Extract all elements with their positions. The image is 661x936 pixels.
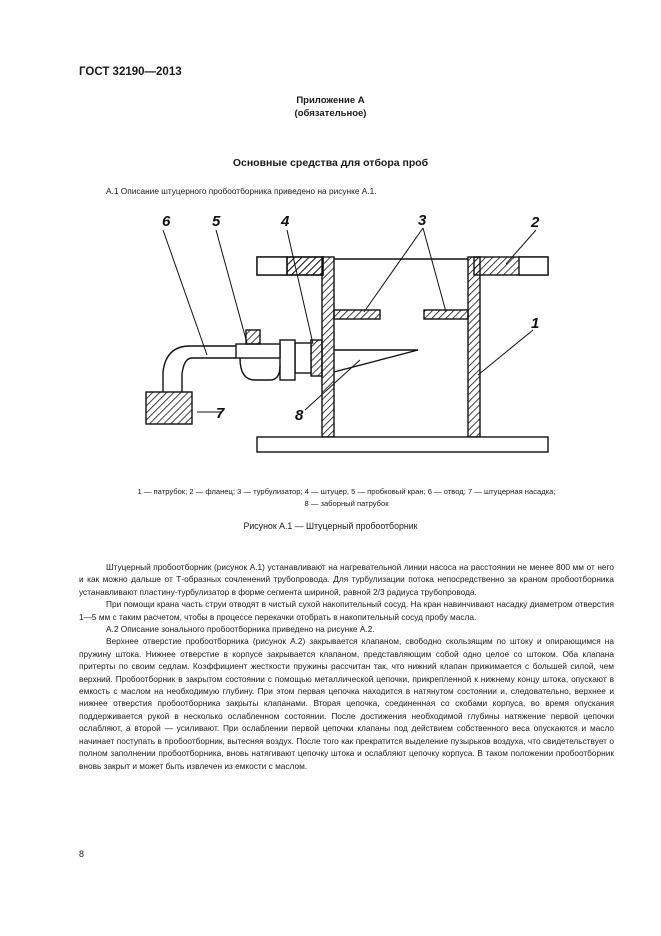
paragraph-4: Верхнее отверстие пробоотборника (рисунок А.2) закрывается клапаном, свободно скользящим по штоку и опирающимся на пружину штока. Нижнее отверстие в корпусе закрывается клапаном, представляющим собой одно целое со штоком. Оба клапана притерты по своим седлам. Коэффициент жесткости пружины рассчитан так, что нижний клапан прижимается с большей силой, чем верхний. Пробоотборник в закрытом состоянии с помощью металлической цепочки, прикрепленной к нижнему концу штока, опускают в емкость с маслом на необходимую глубину. При этом первая цепочка находится в натянутом состоянии и, следовательно, верхнее и нижнее отверстия пробоотборника закрыты клапанами. Вторая цепочка, соединенная со скобами корпуса, во время опускания поддерживается рукой в несколько ослабленном состоянии. После достижения необходимой глубины натяжение первой цепочки ослабляют, а второй — усиливают. При ослаблении первой цепочки клапаны под действием собственного веса опускаются и масло начинает поступать в пробоотборник, вытесняя воздух. После того как прекратится выделение пузырьков воздуха, что свидетельствует о полном заполнении пробоотборника, вновь натягивают цепочку штока и ослабляют цепочку корпуса. В таком положении пробоотборник вновь закрыт и может быть извлечен из емкости с маслом. bbox=[79, 636, 614, 771]
label-6: 6 bbox=[162, 213, 171, 230]
paragraph-1: Штуцерный пробоотборник (рисунок А.1) устанавливают на нагревательной линии насоса на расстоянии не менее 800 мм от него и как можно дальше от Т-образных сочленений трубопровода. Для турбулизации потока непосредственно за краном пробоотборника устанавливают пластину-турбулизатор в форме сегмента шириной, равной 2/3 радиуса трубопровода. bbox=[79, 562, 614, 597]
label-4: 4 bbox=[281, 213, 290, 230]
page-number: 8 bbox=[79, 849, 85, 859]
nozzle bbox=[146, 392, 192, 424]
paragraph-2: При помощи крана часть струи отводят в чистый сухой накопительный сосуд. На кран навинчивают насадку диаметром отверстия 1—5 мм с таким расчетом, чтобы в процессе перекачки отобрать в накопительный сосуд пробу масла. bbox=[79, 599, 614, 622]
valve-plug bbox=[246, 330, 260, 344]
annex-subtitle: (обязательное) bbox=[294, 108, 367, 119]
label-5: 5 bbox=[212, 213, 221, 230]
label-2: 2 bbox=[531, 214, 540, 231]
intake-tube bbox=[334, 350, 418, 372]
pipe-wall-left bbox=[322, 257, 334, 437]
label-8: 8 bbox=[295, 407, 304, 424]
intro-a1: А.1 Описание штуцерного пробоотборника приведено на рисунке А.1. bbox=[106, 186, 377, 196]
outlet-bend bbox=[163, 346, 236, 392]
annex-title: Приложение А bbox=[296, 95, 365, 106]
paragraph-a2: А.2 Описание зонального пробоотборника приведено на рисунке А.2. bbox=[106, 624, 375, 635]
turbulizer-left bbox=[334, 310, 380, 319]
pipe-wall-right bbox=[468, 257, 480, 437]
document-header: ГОСТ 32190—2013 bbox=[79, 66, 182, 78]
legend-line-1: 1 — патрубок; 2 — фланец; 3 — турбулизатор; 4 — штуцер, 5 — пробковый кран; 6 — отвод; 7 — штуцерная насадка; bbox=[137, 487, 556, 496]
label-3: 3 bbox=[418, 212, 427, 229]
section-title: Основные средства для отбора проб bbox=[232, 157, 429, 169]
valve-body bbox=[236, 344, 280, 358]
bottom-flange bbox=[257, 437, 548, 452]
figure-legend bbox=[79, 486, 614, 509]
fitting-sleeve bbox=[311, 340, 322, 376]
figure-caption: Рисунок А.1 — Штуцерный пробоотборник bbox=[243, 521, 418, 531]
legend-line-2: 8 — заборный патрубок bbox=[304, 498, 389, 508]
label-7: 7 bbox=[216, 405, 225, 422]
label-1: 1 bbox=[531, 315, 540, 332]
body-text bbox=[79, 561, 614, 772]
figure-a1-drawing bbox=[79, 205, 559, 475]
